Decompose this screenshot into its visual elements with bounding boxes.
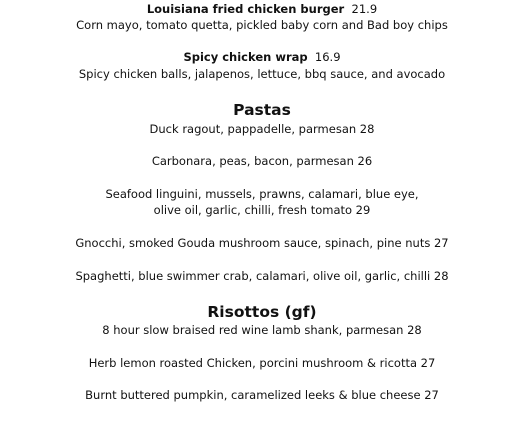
pasta-item: Gnocchi, smoked Gouda mushroom sauce, spinach, pine nuts 27 — [75, 236, 449, 250]
risotto-item: Burnt buttered pumpkin, caramelized leeks & blue cheese 27 — [85, 388, 439, 402]
wrap-description: Spicy chicken balls, jalapenos, lettuce, bbq sauce, and avocado — [78, 67, 446, 81]
wrap-title — [0, 49, 524, 65]
wrap-price: 16.9 — [314, 50, 341, 64]
pasta-item: Spaghetti, blue swimmer crab, calamari, olive oil, garlic, chilli 28 — [75, 269, 449, 283]
pasta-item: Duck ragout, pappadelle, parmesan 28 — [149, 122, 375, 136]
pasta-item: Carbonara, peas, bacon, parmesan 26 — [151, 154, 373, 168]
burger-name: Louisiana fried chicken burger — [146, 2, 345, 16]
pastas-heading: Pastas — [233, 101, 291, 119]
risotto-item: Herb lemon roasted Chicken, porcini mushroom & ricotta 27 — [88, 356, 436, 370]
wrap-name: Spicy chicken wrap — [183, 50, 308, 64]
pasta-item: Seafood linguini, mussels, prawns, calamari, blue eye, — [105, 187, 419, 201]
burger-description: Corn mayo, tomato quetta, pickled baby corn and Bad boy chips — [76, 18, 448, 32]
burger-title — [0, 1, 524, 17]
risottos-heading: Risottos (gf) — [207, 303, 317, 321]
pasta-item-continued: olive oil, garlic, chilli, fresh tomato 29 — [153, 203, 371, 217]
risotto-item: 8 hour slow braised red wine lamb shank, parmesan 28 — [102, 323, 422, 337]
burger-price: 21.9 — [351, 2, 378, 16]
